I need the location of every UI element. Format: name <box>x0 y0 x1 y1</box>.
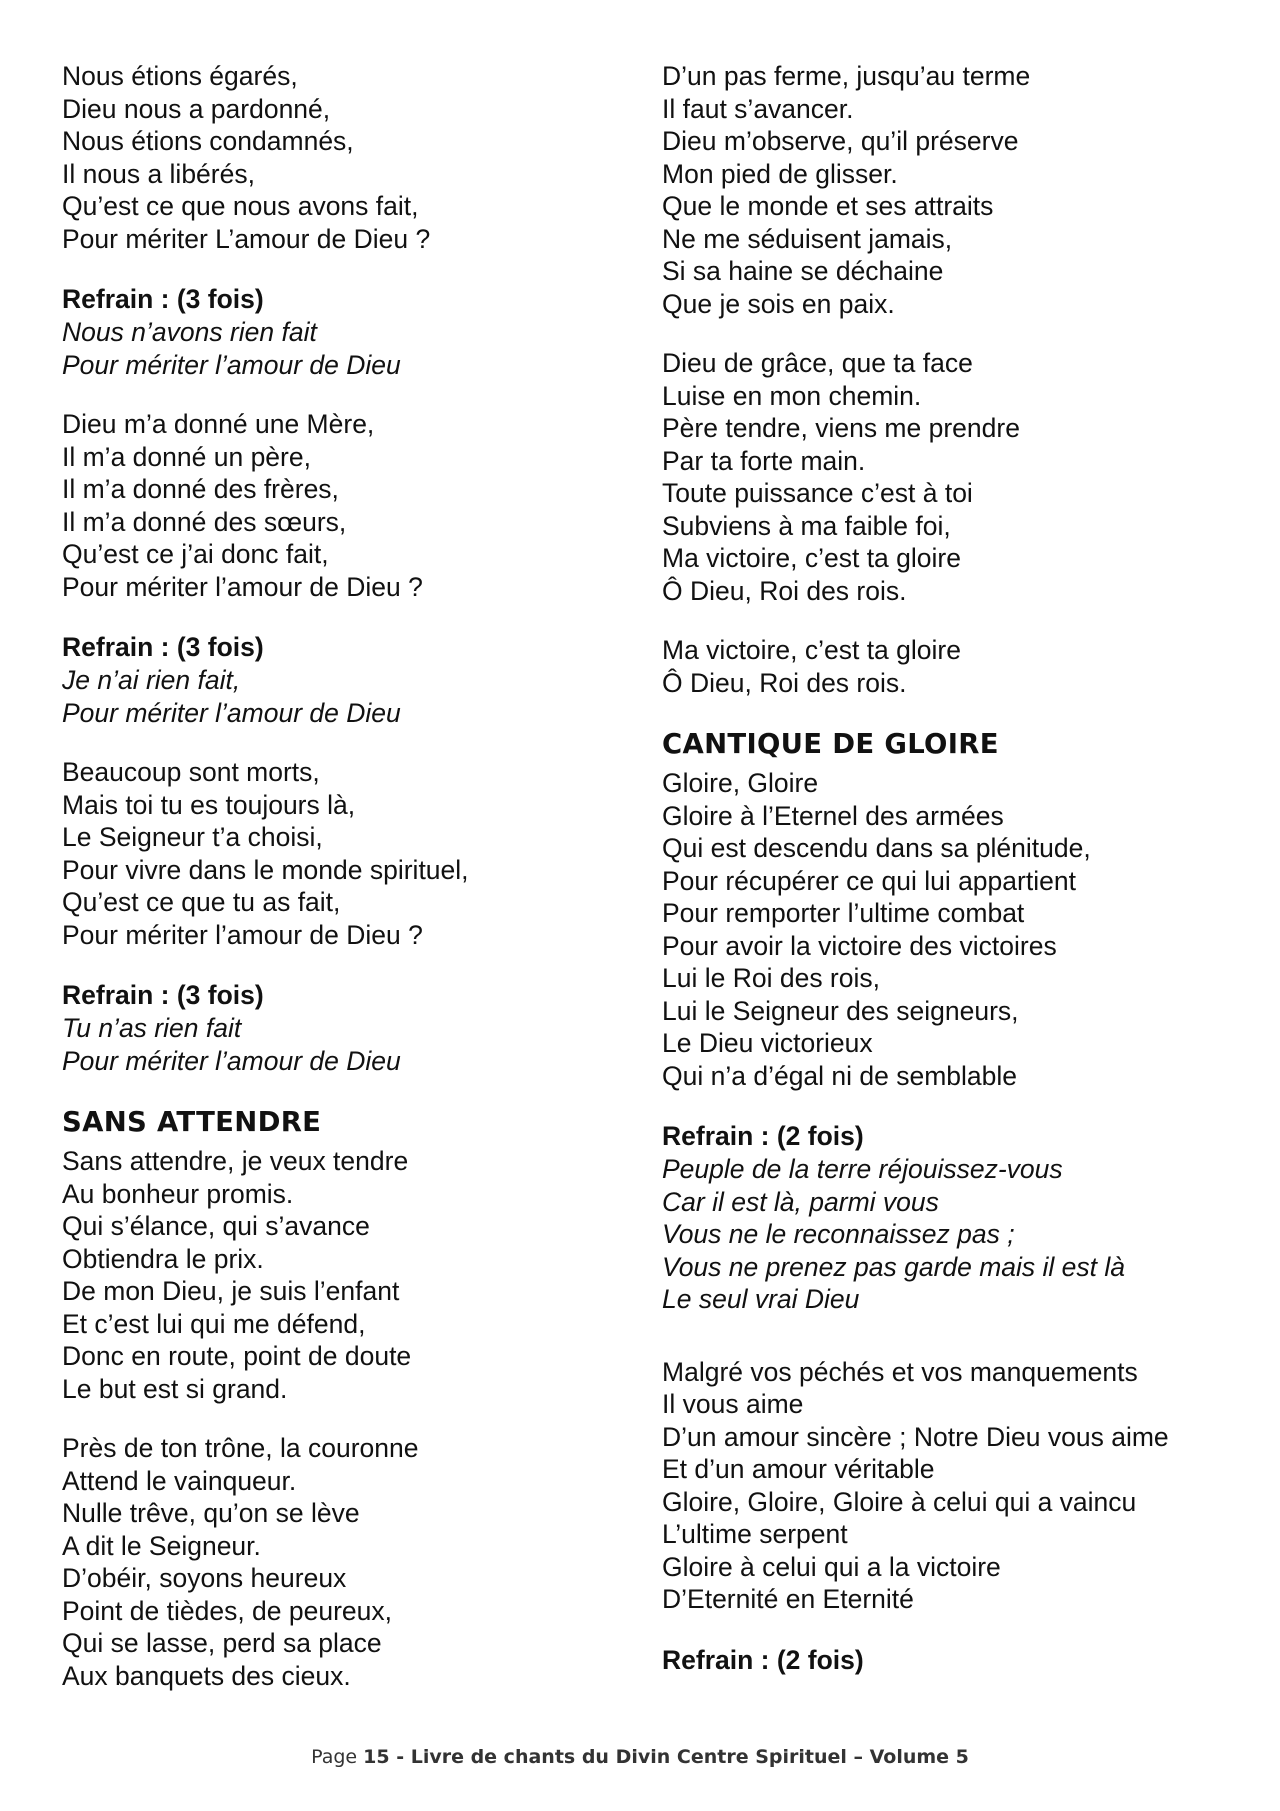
stanza <box>662 767 1262 1092</box>
footer-prefix: Page <box>311 1746 364 1768</box>
stanza <box>62 756 622 951</box>
lyric-line: Pour mériter L’amour de Dieu ? <box>62 223 431 254</box>
stanza <box>62 408 622 603</box>
refrain-line: Pour mériter l’amour de Dieu <box>62 697 401 728</box>
refrain-label: Refrain : (2 fois) <box>662 1121 864 1151</box>
stanza <box>62 1145 622 1405</box>
lyric-line: Sans attendre, je veux tendre <box>62 1146 409 1176</box>
song-title: SANS ATTENDRE <box>62 1106 322 1138</box>
lyric-line: Gloire, Gloire <box>662 768 819 798</box>
lyric-line: Beaucoup sont morts, <box>62 757 320 787</box>
refrain-line: Peuple de la terre réjouissez-vous <box>662 1154 1063 1184</box>
lyric-line: Mais toi tu es toujours là, <box>62 789 356 820</box>
lyric-line: Attend le vainqueur. <box>62 1465 297 1496</box>
stanza <box>662 1356 1262 1616</box>
stanza <box>662 634 1262 699</box>
refrain-line: Tu n’as rien fait <box>62 1013 242 1043</box>
refrain <box>62 630 622 729</box>
lyric-line: Lui le Seigneur des seigneurs, <box>662 995 1019 1026</box>
refrain-line: Vous ne prenez pas garde mais il est là <box>662 1251 1126 1282</box>
lyric-line: Qui se lasse, perd sa place <box>62 1628 382 1658</box>
lyric-line: Ne me séduisent jamais, <box>662 223 953 254</box>
lyric-line: Nous étions égarés, <box>62 61 298 91</box>
lyric-line: Pour mériter l’amour de Dieu ? <box>62 571 423 602</box>
lyric-line: Gloire à l’Eternel des armées <box>662 800 1004 831</box>
stanza <box>62 60 622 255</box>
stanza <box>62 1432 622 1692</box>
lyric-line: D’un pas ferme, jusqu’au terme <box>662 61 1031 91</box>
refrain-label: Refrain : (3 fois) <box>62 980 264 1010</box>
lyric-line: Qu’est ce que nous avons fait, <box>62 191 419 221</box>
lyric-line: A dit le Seigneur. <box>62 1530 261 1561</box>
lyric-line: Et d’un amour véritable <box>662 1454 935 1484</box>
lyric-line: Dieu m’observe, qu’il préserve <box>662 126 1019 156</box>
lyric-line: D’obéir, soyons heureux <box>62 1563 347 1593</box>
lyric-line: Point de tièdes, de peureux, <box>62 1595 393 1626</box>
lyric-line: Dieu de grâce, que ta face <box>662 348 973 378</box>
refrain-line: Pour mériter l’amour de Dieu <box>62 349 401 380</box>
lyric-line: Lui le Roi des rois, <box>662 963 880 993</box>
lyric-line: Gloire à celui qui a la victoire <box>662 1551 1001 1582</box>
refrain-line: Pour mériter l’amour de Dieu <box>62 1045 401 1076</box>
lyric-line: Dieu m’a donné une Mère, <box>62 409 375 439</box>
lyric-line: Pour remporter l’ultime combat <box>662 898 1025 928</box>
stanza <box>662 347 1262 607</box>
lyric-line: Et c’est lui qui me défend, <box>62 1308 366 1339</box>
lyric-line: Malgré vos péchés et vos manquements <box>662 1356 1138 1387</box>
page-footer <box>0 1746 1280 1768</box>
lyric-line: Il vous aime <box>662 1389 804 1419</box>
song-title: CANTIQUE DE GLOIRE <box>662 728 999 760</box>
refrain-line: Car il est là, parmi vous <box>662 1186 939 1217</box>
lyric-line: Obtiendra le prix. <box>62 1243 264 1274</box>
lyric-line: Qu’est ce que tu as fait, <box>62 887 341 917</box>
lyric-line: Pour vivre dans le monde spirituel, <box>62 854 469 885</box>
lyric-line: Ma victoire, c’est ta gloire <box>662 543 961 573</box>
lyric-line: Ma victoire, c’est ta gloire <box>662 635 961 665</box>
lyric-line: Pour avoir la victoire des victoires <box>662 930 1057 961</box>
lyric-line: Donc en route, point de doute <box>62 1341 412 1371</box>
lyric-line: De mon Dieu, je suis l’enfant <box>62 1276 400 1306</box>
refrain-line: Je n’ai rien fait, <box>62 665 241 695</box>
lyric-line: D’Eternité en Eternité <box>662 1584 914 1614</box>
lyric-line: Aux banquets des cieux. <box>62 1660 351 1691</box>
lyric-line: Il m’a donné des frères, <box>62 474 339 504</box>
lyric-line: Le Dieu victorieux <box>662 1028 873 1058</box>
lyric-line: Qui s’élance, qui s’avance <box>62 1211 370 1241</box>
lyric-line: Qui est descendu dans sa plénitude, <box>662 833 1091 863</box>
refrain-label: Refrain : (2 fois) <box>662 1644 864 1675</box>
refrain-line: Vous ne le reconnaissez pas ; <box>662 1219 1015 1249</box>
lyric-line: D’un amour sincère ; Notre Dieu vous aime <box>662 1421 1169 1452</box>
lyric-line: Subviens à ma faible foi, <box>662 510 951 541</box>
lyric-line: Il m’a donné un père, <box>62 441 311 472</box>
lyric-line: Mon pied de glisser. <box>662 158 898 189</box>
refrain <box>62 282 622 381</box>
lyric-line: Si sa haine se déchaine <box>662 256 944 286</box>
lyric-line: Qui n’a d’égal ni de semblable <box>662 1060 1018 1091</box>
lyric-line: Il nous a libérés, <box>62 158 255 189</box>
stanza <box>662 60 1262 320</box>
lyric-line: Père tendre, viens me prendre <box>662 413 1020 443</box>
lyric-line: Le Seigneur t’a choisi, <box>62 822 323 852</box>
lyric-line: Qu’est ce j’ai donc fait, <box>62 539 329 569</box>
refrain <box>662 1643 1262 1677</box>
lyric-line: Il m’a donné des sœurs, <box>62 506 347 537</box>
lyric-line: Gloire, Gloire, Gloire à celui qui a vaincu <box>662 1486 1137 1517</box>
right-column <box>662 60 1262 1704</box>
lyric-line: Toute puissance c’est à toi <box>662 478 973 508</box>
lyric-line: Ô Dieu, Roi des rois. <box>662 575 907 606</box>
footer-book-title: - Livre de chants du Divin Centre Spirituel – Volume 5 <box>389 1746 969 1768</box>
lyric-line: Par ta forte main. <box>662 445 866 476</box>
refrain-label: Refrain : (3 fois) <box>62 284 264 314</box>
lyric-line: Il faut s’avancer. <box>662 93 854 124</box>
refrain-line: Nous n’avons rien fait <box>62 317 317 347</box>
lyric-line: Pour récupérer ce qui lui appartient <box>662 865 1076 896</box>
lyric-line: Le but est si grand. <box>62 1373 288 1404</box>
lyric-line: Dieu nous a pardonné, <box>62 93 331 124</box>
lyric-line: Luise en mon chemin. <box>662 380 922 411</box>
lyric-line: L’ultime serpent <box>662 1519 848 1549</box>
lyric-line: Ô Dieu, Roi des rois. <box>662 667 907 698</box>
lyric-line: Que je sois en paix. <box>662 288 895 319</box>
page-number: 15 <box>363 1746 390 1768</box>
lyric-line: Que le monde et ses attraits <box>662 191 994 221</box>
refrain <box>662 1119 1262 1316</box>
refrain <box>62 978 622 1077</box>
left-column <box>62 60 622 1719</box>
refrain-line: Le seul vrai Dieu <box>662 1284 860 1314</box>
lyric-line: Nous étions condamnés, <box>62 126 354 156</box>
lyric-line: Près de ton trône, la couronne <box>62 1433 419 1463</box>
lyric-line: Pour mériter l’amour de Dieu ? <box>62 919 423 950</box>
refrain-label: Refrain : (3 fois) <box>62 632 264 662</box>
lyric-line: Au bonheur promis. <box>62 1178 294 1209</box>
lyric-line: Nulle trêve, qu’on se lève <box>62 1498 360 1528</box>
